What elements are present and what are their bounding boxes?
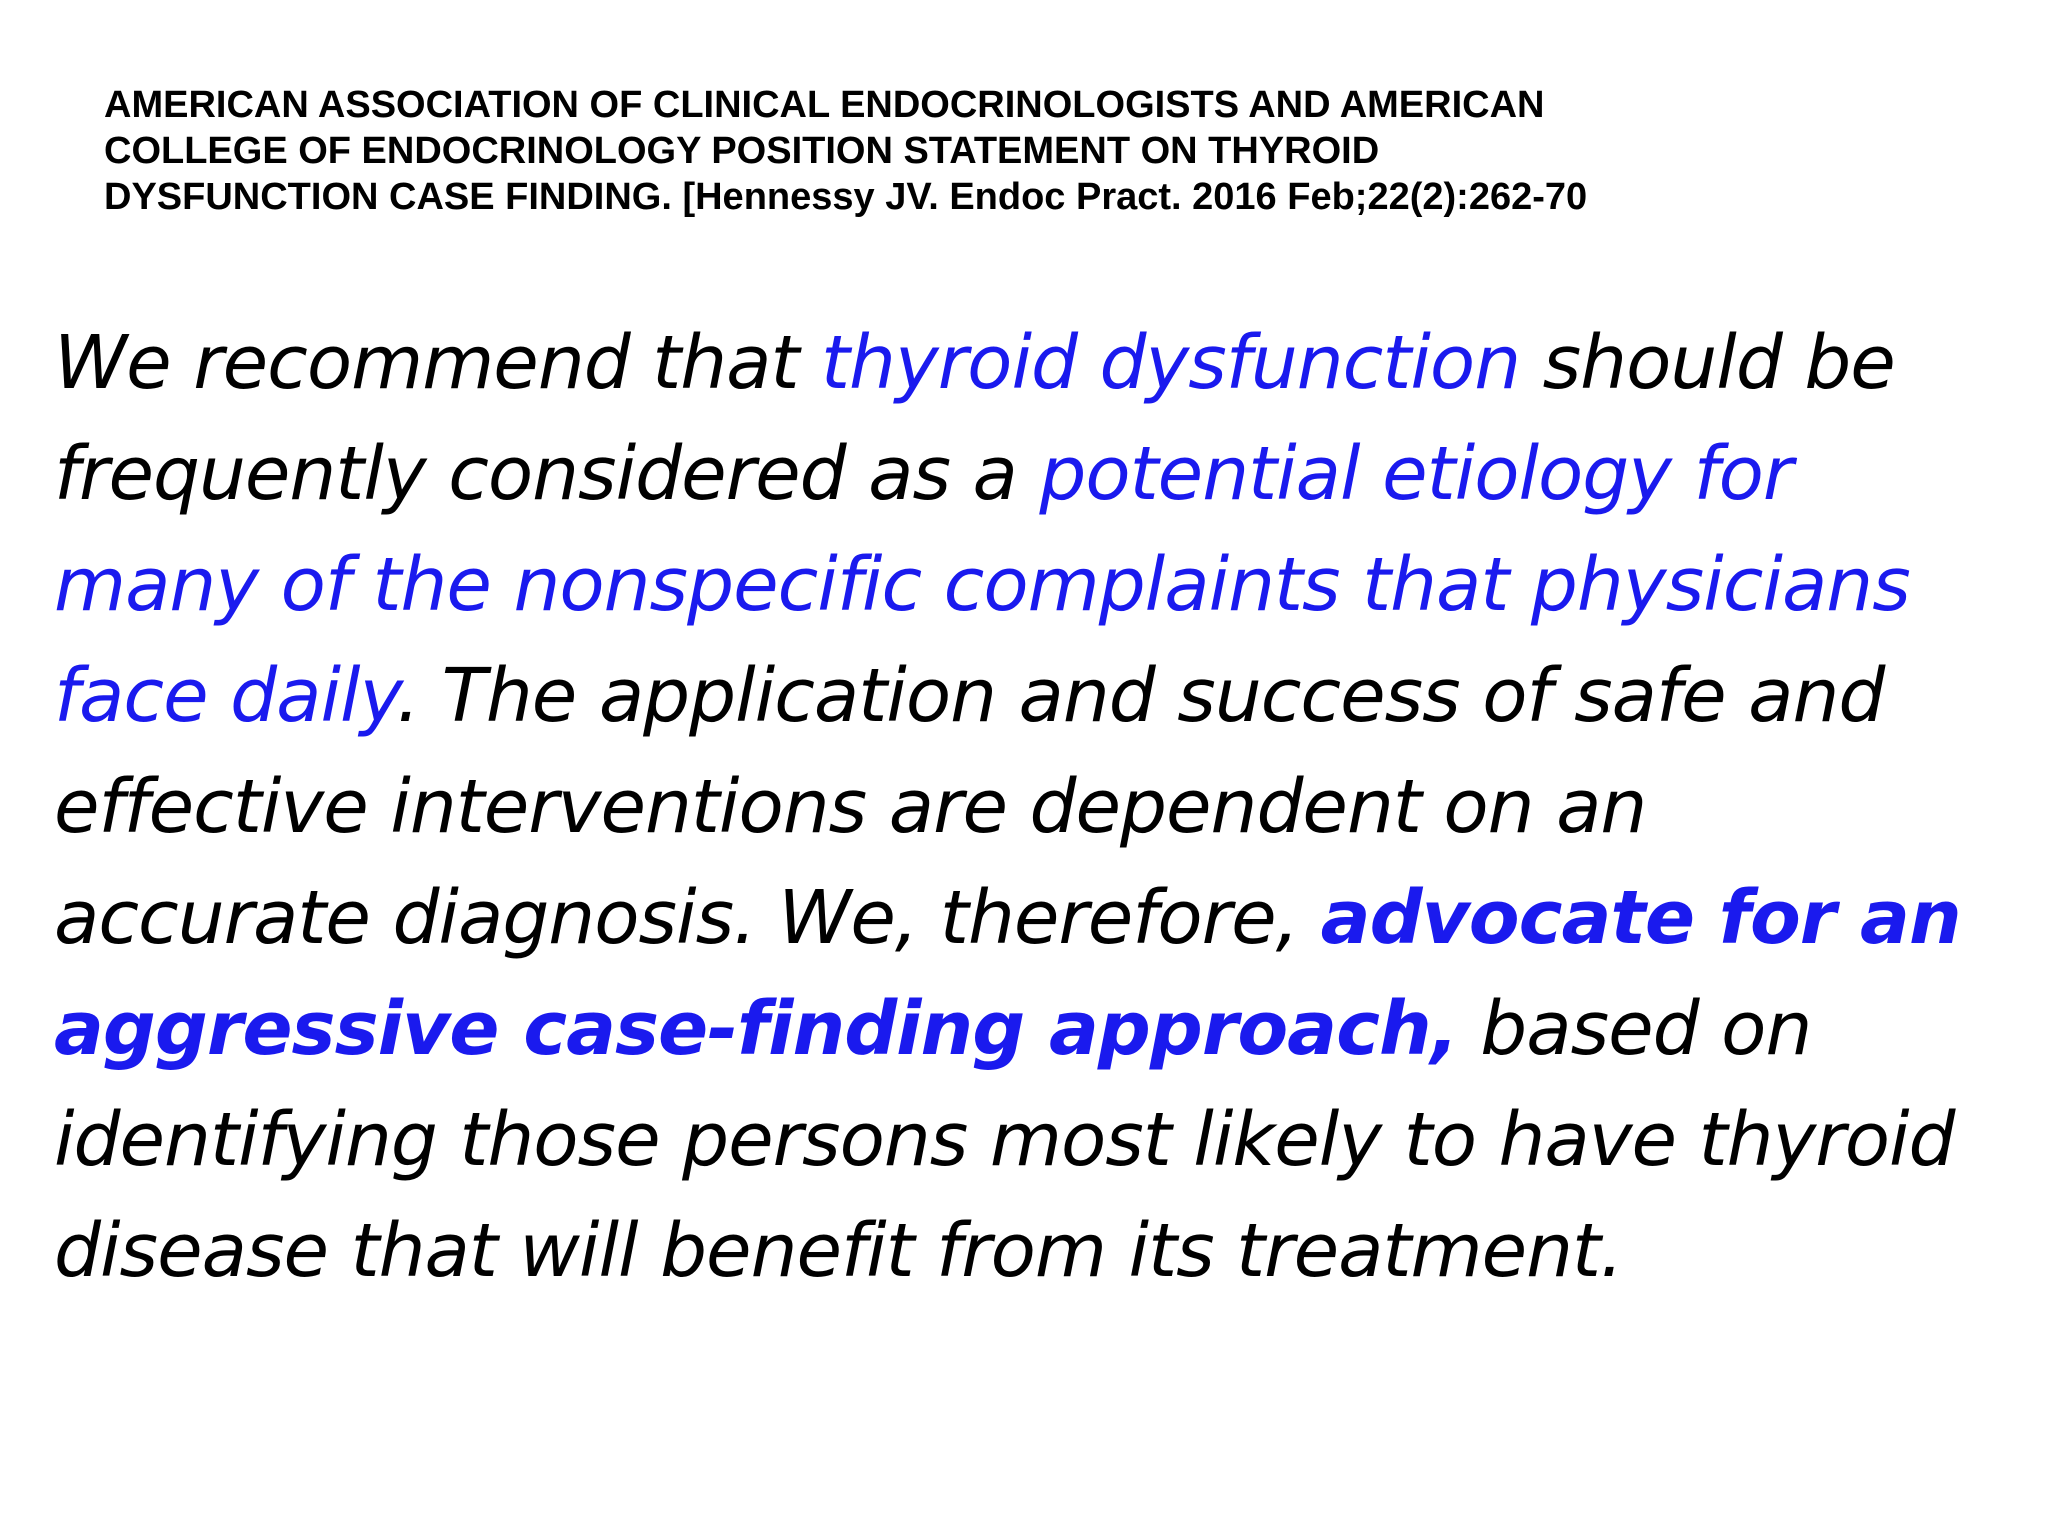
quote-line-9 [54,1196,2014,1307]
quote-text: We recommend that [54,320,822,406]
quote-line-2 [54,419,2014,530]
quote-text: based on [1457,986,1812,1072]
quote-highlight: face daily [54,653,397,739]
quote-text: accurate diagnosis. We, therefore, [54,875,1321,961]
quote-line-8 [54,1085,2014,1196]
citation-line-2: COLLEGE OF ENDOCRINOLOGY POSITION STATEMENT ON THYROID [104,130,1380,172]
quote-line-3 [54,530,2014,641]
quote-text: frequently considered as a [54,431,1040,517]
citation-line-1: AMERICAN ASSOCIATION OF CLINICAL ENDOCRINOLOGISTS AND AMERICAN [104,84,1545,126]
quote-highlight: potential etiology for [1039,431,1793,517]
quote-text: should be [1520,320,1895,406]
quote-emphasis: aggressive case-finding approach, [54,986,1458,1072]
quote-line-1 [54,308,2014,419]
quote-highlight: thyroid dysfunction [821,320,1521,406]
quote-line-6 [54,863,2014,974]
quote-line-5 [54,752,2014,863]
citation-header [104,82,1984,220]
quote-line-4 [54,641,2014,752]
recommendation-quote [54,308,2014,1307]
quote-highlight: many of the nonspecific complaints that physicians [54,542,1910,628]
quote-emphasis: advocate for an [1320,875,1961,961]
quote-text: . The application and success of safe and [396,653,1885,739]
quote-text: disease that will benefit from its treatment. [54,1208,1623,1294]
quote-text: identifying those persons most likely to have thyroid [54,1097,1955,1183]
quote-line-7 [54,974,2014,1085]
citation-line-3: DYSFUNCTION CASE FINDING. [Hennessy JV. Endoc Pract. 2016 Feb;22(2):262-70 [104,176,1588,218]
quote-text: effective interventions are dependent on an [54,764,1647,850]
